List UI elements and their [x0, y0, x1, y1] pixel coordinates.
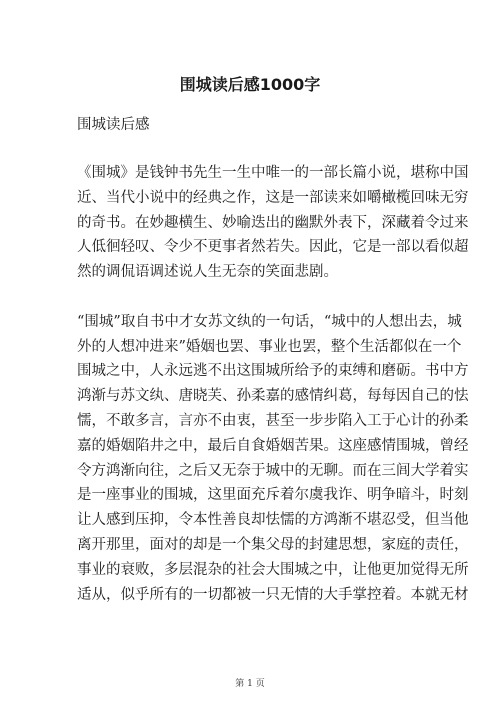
text-line: 是一座事业的围城，这里面充斥着尔虞我诈、明争暗斗，时刻 [77, 487, 469, 504]
paragraph-1 [77, 161, 469, 285]
text-line: 的奇书。在妙趣横生、妙喻迭出的幽默外表下，深藏着令过来 [77, 214, 469, 231]
document-title: 围城读后感1000字 [179, 75, 321, 94]
paragraph-2 [77, 310, 469, 608]
text-line: 外的人想冲进来”婚姻也罢、事业也罢，整个生活都似在一个 [77, 338, 462, 355]
text-line: 《围城》是钱钟书先生一生中唯一的一部长篇小说，堪称中国 [77, 165, 469, 181]
text-line: 近、当代小说中的经典之作，这是一部读来如嚼橄榄回味无穷 [77, 189, 469, 206]
text-line: 人低徊轻叹、令少不更事者然若失。因此，它是一部以看似超 [77, 239, 469, 256]
page-number: 第 1 页 [235, 679, 265, 689]
text-line: 围城之中，人永远逃不出这围城所给予的束缚和磨砺。书中方 [77, 363, 469, 380]
text-line: 懦，不敢多言，言亦不由衷，甚至一步步陷入工于心计的孙柔 [77, 412, 469, 429]
document-body [77, 161, 469, 632]
text-line: 令方鸿渐向往，之后又无奈于城中的无聊。而在三闾大学着实 [77, 462, 469, 479]
text-line: 让人感到压抑，令本性善良却怯懦的方鸿渐不堪忍受，但当他 [77, 512, 469, 529]
text-line: 事业的衰败，多层混杂的社会大围城之中，让他更加觉得无所 [77, 561, 469, 578]
text-line: 适从，似乎所有的一切都被一只无情的大手掌控着。本就无材 [77, 586, 469, 603]
text-line: 离开那里，面对的却是一个集父母的封建思想，家庭的责任， [77, 536, 469, 553]
text-line: 然的调侃语调述说人生无奈的笑面悲剧。 [77, 264, 338, 281]
text-line: 鸿渐与苏文纨、唐晓芙、孙柔嘉的感情纠葛，每每因自己的怯 [77, 388, 469, 405]
text-line: 嘉的婚姻陷井之中，最后自食婚姻苦果。这座感情围城，曾经 [77, 437, 469, 454]
text-line: “围城”取自书中才女苏文纨的一句话，“城中的人想出去，城 [77, 313, 462, 330]
document-subtitle: 围城读后感 [77, 117, 150, 133]
